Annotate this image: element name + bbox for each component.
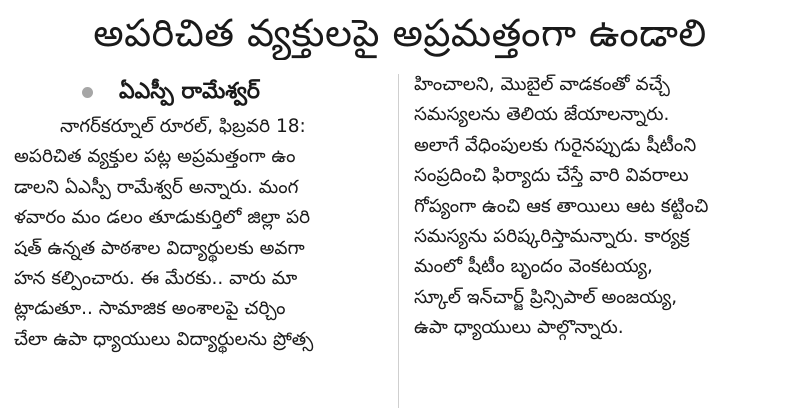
text-line: మంలో షీటీం బృందం వెంకటయ్య, (414, 256, 653, 278)
text-line: ట్లాడుతూ.. సామాజిక అంశాలపై చర్చిం (14, 298, 286, 320)
byline (82, 74, 260, 110)
text-line: గోప్యంగా ఉంచి ఆక తాయిలు ఆట కట్టించి (414, 195, 709, 217)
text-line: స్కూల్ ఇన్‌చార్జ్ ప్రిన్సిపాల్ అంజయ్య, (414, 286, 678, 308)
left-column (14, 112, 390, 355)
text-line: హన కల్పించారు. ఈ మేరకు.. వారు మా (14, 267, 298, 289)
dateline: నాగర్‌కర్నూల్ రూరల్, ఫిబ్రవరి 18: (60, 116, 306, 137)
text-line: డాలని ఏఎస్పీ రామేశ్వర్ అన్నారు. మంగ (14, 176, 299, 198)
text-line: అలాగే వేధింపులకు గురైనప్పుడు షీటీంని (414, 134, 697, 156)
text-line: చేలా ఉపా ధ్యాయులు విద్యార్థులను ప్రోత్స (14, 328, 314, 350)
text-line: ఉపా ధ్యాయులు పాల్గొన్నారు. (414, 317, 624, 339)
reporter-name: ఏఎస్పీ రామేశ్వర్ (119, 79, 260, 104)
text-line: అపరిచిత వ్యక్తుల పట్ల అప్రమత్తంగా ఉం (14, 146, 296, 168)
text-line: ళవారం మం డలం తూడుకుర్తిలో జిల్లా పరి (14, 207, 311, 229)
text-line: సమస్యలను తెలియ జేయాలన్నారు. (414, 104, 670, 126)
column-divider (398, 74, 399, 408)
right-column (414, 70, 790, 344)
bullet-icon (82, 87, 93, 98)
text-line: సంప్రదించి ఫిర్యాదు చేస్తే వారి వివరాలు (414, 165, 689, 187)
text-line: సమస్యను పరిష్కరిస్తామన్నారు. కార్యక్ర (414, 225, 690, 247)
text-line: షత్ ఉన్నత పాఠశాల విద్యార్థులకు అవగా (14, 237, 305, 259)
headline: అపరిచిత వ్యక్తులపై అప్రమత్తంగా ఉండాలి (93, 11, 707, 55)
text-line: హించాలని, మొబైల్ వాడకంతో వచ్చే (414, 74, 670, 95)
